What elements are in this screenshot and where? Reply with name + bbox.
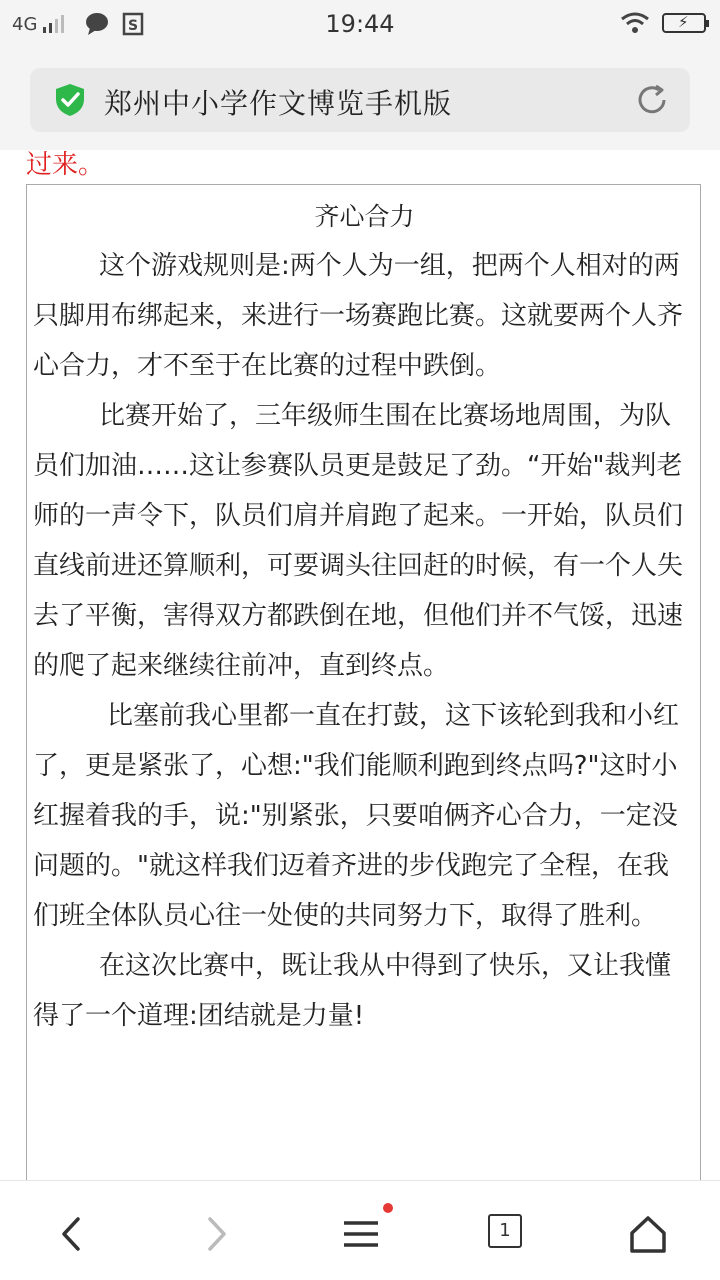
article-box — [26, 184, 701, 1180]
article-body — [33, 241, 693, 1041]
article-paragraph: 比赛开始了，三年级师生围在比赛场地周围，为队员们加油……这让参赛队员更是鼓足了劲。“开始"裁判老师的一声令下，队员们肩并肩跑了起来。一开始，队员们直线前进还算顺利，可要调头往回赶的时候，有一个人失去了平衡，害得双方都跌倒在地，但他们并不气馁，迅速的爬了起来继续往前冲，直到终点。 — [33, 401, 684, 681]
network-type: 4G — [12, 13, 38, 35]
status-right — [620, 12, 706, 34]
home-icon[interactable] — [623, 1209, 673, 1259]
bottom-nav — [0, 1180, 720, 1280]
page-content[interactable] — [0, 150, 720, 1180]
forward-icon[interactable] — [192, 1209, 242, 1259]
shield-check-icon — [52, 82, 88, 118]
browser-toolbar — [0, 52, 720, 150]
article-paragraph: 这个游戏规则是:两个人为一组，把两个人相对的两只脚用布绑起来，来进行一场赛跑比赛。这就要两个人齐心合力，才不至于在比赛的过程中跌倒。 — [33, 251, 684, 381]
menu-badge — [383, 1203, 393, 1213]
article-paragraph: 比塞前我心里都一直在打鼓，这下该轮到我和小红了，更是紧张了，心想:"我们能顺利跑到终点吗?"这时小红握着我的手，说:"别紧张，只要咱俩齐心合力，一定没问题的。"就这样我们迈着齐进的步伐跑完了全程，在我们班全体队员心往一处使的共同努力下，取得了胜利。 — [33, 701, 680, 931]
menu-icon[interactable] — [336, 1209, 386, 1259]
svg-text:S: S — [128, 18, 139, 34]
battery-charging-icon: ⚡ — [662, 13, 706, 33]
back-icon[interactable] — [48, 1209, 98, 1259]
status-bar — [0, 0, 720, 52]
article-title: 齐心合力 — [314, 202, 415, 231]
tabs-icon[interactable]: 1 — [488, 1214, 522, 1248]
reload-icon[interactable] — [634, 82, 670, 118]
clock: 19:44 — [325, 10, 395, 38]
wifi-icon — [620, 12, 650, 34]
article-paragraph: 在这次比赛中，既让我从中得到了快乐，又让我懂得了一个道理:团结就是力量! — [33, 951, 672, 1031]
address-bar[interactable] — [30, 68, 690, 132]
page-title: 郑州中小学作文博览手机版 — [104, 87, 453, 120]
previous-text: 过来。 — [26, 150, 105, 180]
